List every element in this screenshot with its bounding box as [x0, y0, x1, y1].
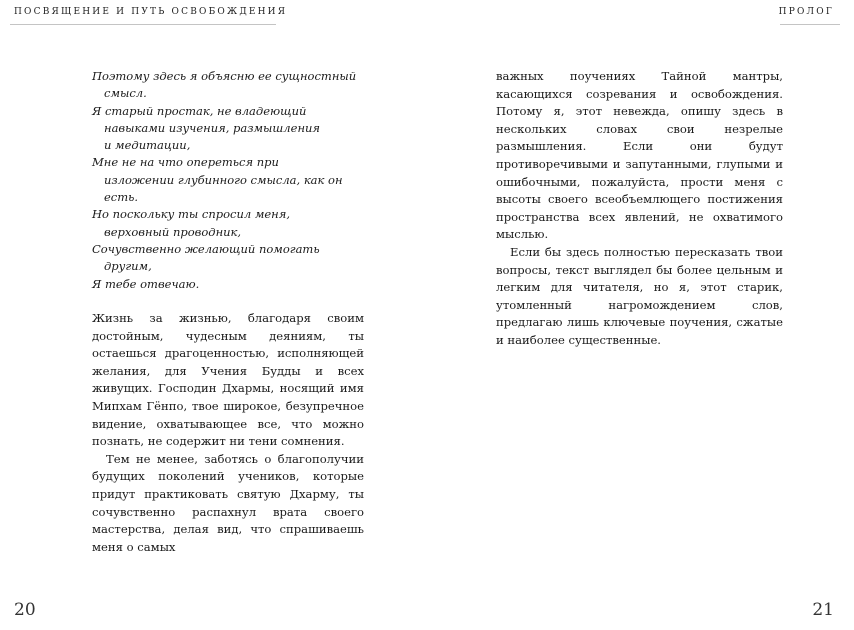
paragraph: Тем не менее, заботясь о благополучии будущих поколений учеников, которые придут практиковать святую Дхарму, ты сочувственно распахнул врата своего мастерства, делая вид, что спрашиваешь меня о самых — [92, 451, 364, 554]
page-number-left: 20 — [14, 600, 36, 620]
verse-line: Сочувственно желающий помогать — [92, 241, 320, 256]
running-head-right: ПРОЛОГ — [778, 7, 834, 17]
left-prose-block — [92, 310, 364, 556]
verse-line: смысл. — [104, 86, 147, 101]
verse-line: изложении глубинного смысла, как он — [104, 172, 343, 187]
verse-line: и медитации, — [104, 138, 191, 153]
verse-line: Мне не на что опереться при — [92, 155, 279, 170]
verse-line: есть. — [104, 190, 139, 205]
running-head-rule-right — [780, 24, 840, 25]
verse-line: навыками изучения, размышления — [104, 120, 321, 135]
paragraph: важных поучениях Тайной мантры, касающихся созревания и освобождения. Потому я, этот невежда, опишу здесь в нескольких словах свои незрелые размышления. Если они будут противоречивыми и запутанными, глупыми и ошибочными, пожалуйста, прости меня с высоты своего всеобъемлющего постижения пространства всех явлений, не охватимого мыслью. — [496, 69, 783, 242]
verse-line: верховный проводник, — [104, 224, 242, 239]
right-prose-block — [496, 68, 783, 350]
paragraph: Если бы здесь полностью пересказать твои вопросы, текст выглядел бы более цельным и легким для читателя, но я, этот старик, утомленный нагромождением слов, предлагаю лишь ключевые поучения, сжатые и наиболее существенные. — [496, 244, 783, 347]
verse-line: Я тебе отвечаю. — [92, 276, 200, 291]
running-head-left: ПОСВЯЩЕНИЕ И ПУТЬ ОСВОБОЖДЕНИЯ — [14, 7, 288, 17]
paragraph: Жизнь за жизнью, благодаря своим достойным, чудесным деяниям, ты остаешься драгоценностью, исполняющей желания, для Учения Будды и всех живущих. Господин Дхармы, носящий имя Мипхам Гёнпо, твое широкое, безупречное видение, охватывающее все, что можно познать, не содержит ни тени сомнения. — [92, 311, 364, 449]
running-head-rule-left — [10, 24, 276, 25]
verse-line: Поэтому здесь я объясню ее сущностный — [92, 69, 357, 83]
right-page — [427, 0, 854, 630]
page-number-right: 21 — [812, 600, 834, 620]
verse-line: другим, — [104, 259, 152, 274]
verse-block — [92, 68, 392, 293]
verse-line: Я старый простак, не владеющий — [92, 103, 307, 118]
verse-line: Но поскольку ты спросил меня, — [92, 207, 291, 222]
